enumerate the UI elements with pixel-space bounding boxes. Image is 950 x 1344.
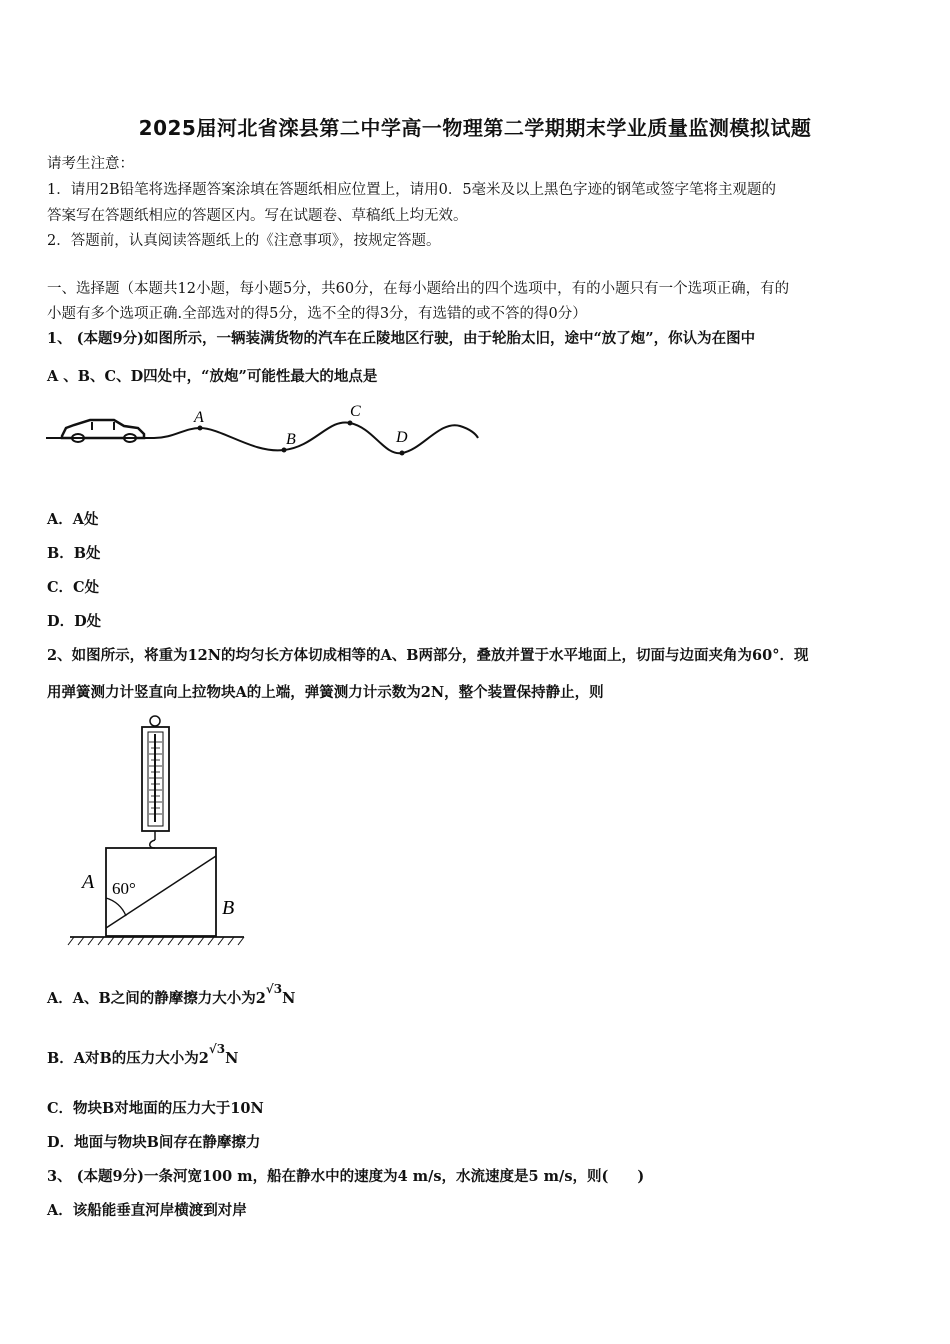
point-b-label: B [286,431,296,448]
section-instructions: 一、选择题（本题共12小题，每小题5分，共60分，在每小题给出的四个选项中，有的小题只有一个选项正确，有的 [47,281,790,297]
point-c-label: C [350,403,361,420]
q1-option-c[interactable]: C．C处 [47,579,100,596]
question-2-stem: 2、如图所示，将重为12N的均匀长方体切成相等的A、B两部分，叠放并置于水平地面上，切面与边面夹角为60°．现 [47,647,809,664]
q1-option-b[interactable]: B．B处 [47,545,101,562]
notice-item-2: 2．答题前，认真阅读答题纸上的《注意事项》，按规定答题。 [47,233,441,249]
q2-option-a-text: A．A、B之间的静摩擦力大小为2 [47,990,266,1007]
angle-label: 60° [112,879,136,898]
question-2-stem-cont: 用弹簧测力计竖直向上拉物块A的上端，弹簧测力计示数为2N，整个装置保持静止，则 [47,684,604,701]
question-3-stem: 3、 (本题9分)一条河宽100 m，船在静水中的速度为4 m/s，水流速度是5 m/s，则( ) [47,1168,645,1185]
notice-header: 请考生注意： [47,156,134,172]
question-1-stem: 1、 (本题9分)如图所示，一辆装满货物的汽车在丘陵地区行驶，由于轮胎太旧，途中“放了炮”，你认为在图中 [47,330,756,347]
q2-option-c[interactable]: C．物块B对地面的压力大于10N [47,1100,264,1117]
sqrt3-symbol: √3 [208,1042,226,1056]
q2-option-d[interactable]: D．地面与物块B间存在静摩擦力 [47,1134,261,1151]
q1-option-d[interactable]: D．D处 [47,613,102,630]
q2-option-b-text: B．A对B的压力大小为2 [47,1050,209,1067]
q1-option-a[interactable]: A．A处 [47,511,99,528]
point-d-label: D [396,429,408,446]
notice-item-1-cont: 答案写在答题纸相应的答题区内。写在试题卷、草稿纸上均无效。 [47,208,468,224]
q2-option-b-unit: N [225,1050,239,1067]
q2-option-a-unit: N [282,990,296,1007]
q2-option-b[interactable] [47,1042,907,1068]
block-a-label: A [82,871,95,893]
q3-option-a[interactable]: A．该船能垂直河岸横渡到对岸 [47,1202,247,1219]
block-b-label: B [222,897,235,919]
page-title: 2025届河北省滦县第二中学高一物理第二学期期末学业质量监测模拟试题 [138,116,812,140]
q2-option-a[interactable] [47,982,907,1008]
spring-scale-icon [142,716,169,848]
hill-road-figure [44,398,484,468]
sqrt3-symbol: √3 [265,982,283,996]
notice-item-1: 1．请用2B铅笔将选择题答案涂填在答题纸相应位置上，请用0．5毫米及以上黑色字迹的钢笔或签字笔将主观题的 [47,182,777,198]
spring-scale-blocks-figure [64,712,264,952]
point-a-label: A [194,409,204,426]
section-instructions-cont: 小题有多个选项正确.全部选对的得5分，选不全的得3分，有选错的或不答的得0分） [47,306,587,322]
question-1-stem-cont: A 、B、C、D四处中，“放炮”可能性最大的地点是 [47,368,378,385]
